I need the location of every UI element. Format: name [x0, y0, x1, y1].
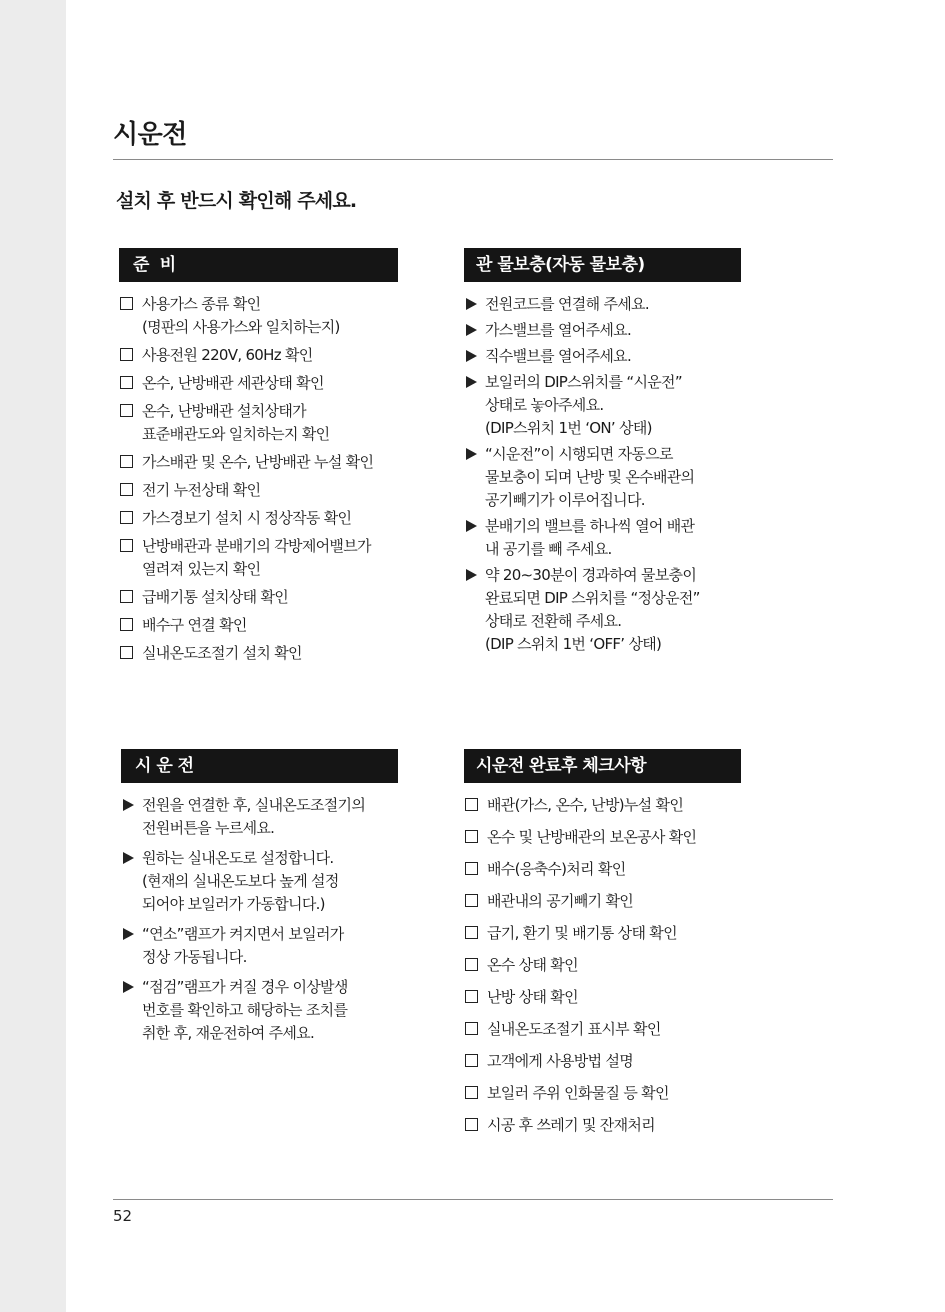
checklist-item: [119, 614, 398, 637]
checkbox-icon: [465, 1118, 478, 1131]
checklist-item: [464, 1114, 741, 1137]
item-text: 실내온도조절기 표시부 확인: [487, 1020, 661, 1038]
item-text: 급배기통 설치상태 확인: [142, 588, 289, 606]
checklist-item: [464, 858, 741, 881]
item-text: 난방배관과 분배기의 각방제어밸브가 열려져 있는지 확인: [142, 537, 371, 578]
checklist-item: [119, 535, 398, 581]
checklist-item: [464, 826, 741, 849]
item-text: 온수 및 난방배관의 보온공사 확인: [487, 828, 697, 846]
page-margin-strip: [0, 0, 66, 1312]
title-divider: [113, 159, 833, 160]
checklist-item: [119, 400, 398, 446]
triangle-bullet-icon: [466, 324, 477, 336]
page-number: 52: [113, 1207, 133, 1225]
triangle-bullet-icon: [466, 298, 477, 310]
checkbox-icon: [120, 511, 133, 524]
checkbox-icon: [465, 830, 478, 843]
item-text: 배관내의 공기빼기 확인: [487, 892, 634, 910]
triangle-bullet-icon: [123, 799, 134, 811]
item-text: 사용전원 220V, 60Hz 확인: [142, 346, 313, 364]
item-text: 전기 누전상태 확인: [142, 481, 261, 499]
item-text: 분배기의 밸브를 하나씩 열어 배관 내 공기를 빼 주세요.: [485, 517, 695, 558]
item-text: 전원코드를 연결해 주세요.: [485, 295, 649, 313]
checklist-item: [119, 479, 398, 502]
item-text: 약 20∼30분이 경과하여 물보충이 완료되면 DIP 스위치를 “정상운전” 상태로 전환해 주세요. (DIP 스위치 1번 ‘OFF’ 상태): [485, 566, 700, 653]
item-text: 전원을 연결한 후, 실내온도조절기의 전원버튼을 누르세요.: [142, 796, 366, 837]
section-water-fill-title: 관 물보충(자동 물보충): [464, 248, 741, 282]
checkbox-icon: [120, 590, 133, 603]
item-text: 직수밸브를 열어주세요.: [485, 347, 632, 365]
page-subtitle: 설치 후 반드시 확인해 주세요.: [116, 190, 357, 212]
checkbox-icon: [120, 376, 133, 389]
item-text: 보일러 주위 인화물질 등 확인: [487, 1084, 669, 1102]
checklist-item: [464, 1050, 741, 1073]
checklist-item: [119, 451, 398, 474]
checklist-item: [464, 1018, 741, 1041]
checkbox-icon: [465, 798, 478, 811]
post-check-list: [464, 794, 741, 1137]
item-text: 난방 상태 확인: [487, 988, 578, 1006]
section-water-fill: [464, 248, 741, 659]
checkbox-icon: [120, 483, 133, 496]
checkbox-icon: [465, 862, 478, 875]
triangle-bullet-icon: [466, 448, 477, 460]
item-text: 가스밸브를 열어주세요.: [485, 321, 632, 339]
footer-divider: [113, 1199, 833, 1200]
item-text: “시운전”이 시행되면 자동으로 물보충이 되며 난방 및 온수배관의 공기빼기가 이루어집니다.: [485, 445, 695, 509]
checklist-item: [119, 293, 398, 339]
item-text: “연소”램프가 켜지면서 보일러가 정상 가동됩니다.: [142, 925, 344, 966]
item-text: 가스경보기 설치 시 정상작동 확인: [142, 509, 352, 527]
section-post-check-title: 시운전 완료후 체크사항: [464, 749, 741, 783]
item-text: 배수(응축수)처리 확인: [487, 860, 626, 878]
section-trial-run-title: 시 운 전: [121, 749, 398, 783]
checklist-item: [464, 890, 741, 913]
checkbox-icon: [120, 297, 133, 310]
checkbox-icon: [465, 926, 478, 939]
triangle-bullet-icon: [466, 350, 477, 362]
step-item: [464, 371, 741, 440]
checkbox-icon: [120, 348, 133, 361]
checkbox-icon: [465, 958, 478, 971]
checkbox-icon: [465, 990, 478, 1003]
step-item: [121, 923, 398, 969]
trial-run-steps: [121, 794, 398, 1045]
step-item: [464, 443, 741, 512]
step-item: [464, 293, 741, 316]
item-text: 실내온도조절기 설치 확인: [142, 644, 302, 662]
checkbox-icon: [120, 646, 133, 659]
item-text: 원하는 실내온도로 설정합니다. (현재의 실내온도보다 높게 설정 되어야 보일러가 가동합니다.): [142, 849, 339, 913]
item-text: 배관(가스, 온수, 난방)누설 확인: [487, 796, 684, 814]
checkbox-icon: [465, 1086, 478, 1099]
item-text: 배수구 연결 확인: [142, 616, 247, 634]
checklist-item: [119, 507, 398, 530]
step-item: [464, 319, 741, 342]
checklist-item: [464, 1082, 741, 1105]
item-text: 시공 후 쓰레기 및 잔재처리: [487, 1116, 655, 1134]
section-prep-title: 준 비: [119, 248, 398, 282]
item-text: 온수, 난방배관 설치상태가 표준배관도와 일치하는지 확인: [142, 402, 330, 443]
step-item: [121, 794, 398, 840]
step-item: [121, 847, 398, 916]
item-text: 온수 상태 확인: [487, 956, 578, 974]
section-trial-run: [121, 749, 398, 1052]
item-text: 온수, 난방배관 세관상태 확인: [142, 374, 324, 392]
checkbox-icon: [465, 1022, 478, 1035]
prep-checklist: [119, 293, 398, 665]
checklist-item: [464, 794, 741, 817]
section-prep: [119, 248, 398, 670]
triangle-bullet-icon: [123, 928, 134, 940]
water-fill-steps: [464, 293, 741, 656]
triangle-bullet-icon: [466, 520, 477, 532]
page-title: 시운전: [113, 120, 187, 150]
checklist-item: [119, 642, 398, 665]
checklist-item: [464, 954, 741, 977]
item-text: 사용가스 종류 확인 (명판의 사용가스와 일치하는지): [142, 295, 340, 336]
triangle-bullet-icon: [123, 981, 134, 993]
checkbox-icon: [465, 894, 478, 907]
step-item: [121, 976, 398, 1045]
step-item: [464, 564, 741, 656]
triangle-bullet-icon: [466, 569, 477, 581]
item-text: 고객에게 사용방법 설명: [487, 1052, 634, 1070]
item-text: 급기, 환기 및 배기통 상태 확인: [487, 924, 677, 942]
checklist-item: [119, 586, 398, 609]
checklist-item: [119, 372, 398, 395]
checklist-item: [464, 986, 741, 1009]
checkbox-icon: [120, 455, 133, 468]
triangle-bullet-icon: [466, 376, 477, 388]
checkbox-icon: [120, 539, 133, 552]
item-text: 가스배관 및 온수, 난방배관 누설 확인: [142, 453, 374, 471]
section-post-check: [464, 749, 741, 1146]
item-text: “점검”램프가 켜질 경우 이상발생 번호를 확인하고 해당하는 조치를 취한 후, 재운전하여 주세요.: [142, 978, 348, 1042]
step-item: [464, 345, 741, 368]
triangle-bullet-icon: [123, 852, 134, 864]
checklist-item: [464, 922, 741, 945]
step-item: [464, 515, 741, 561]
item-text: 보일러의 DIP스위치를 “시운전” 상태로 놓아주세요. (DIP스위치 1번 ‘ON’ 상태): [485, 373, 682, 437]
checkbox-icon: [120, 404, 133, 417]
checkbox-icon: [465, 1054, 478, 1067]
checklist-item: [119, 344, 398, 367]
checkbox-icon: [120, 618, 133, 631]
